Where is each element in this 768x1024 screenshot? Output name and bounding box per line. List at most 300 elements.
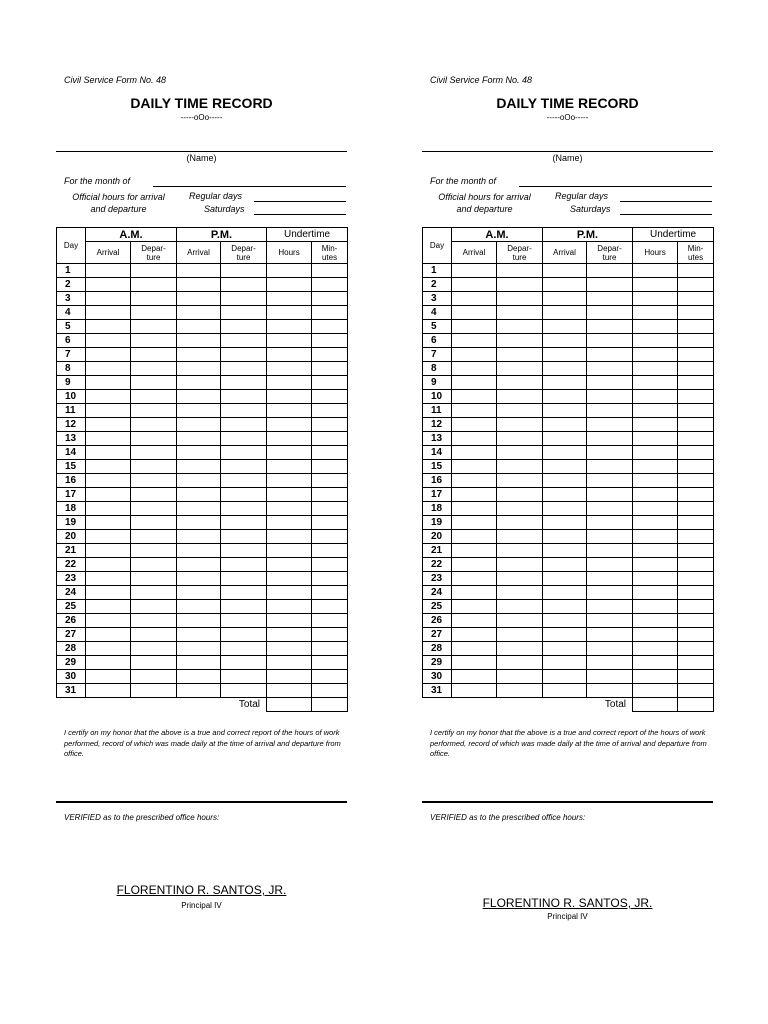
month-line[interactable]: [519, 186, 712, 187]
regular-days-line[interactable]: [620, 201, 712, 202]
am-arrival-cell[interactable]: [86, 362, 131, 376]
am-arrival-cell[interactable]: [452, 446, 497, 460]
pm-arrival-cell[interactable]: [543, 544, 587, 558]
pm-arrival-cell[interactable]: [543, 292, 587, 306]
undertime-minutes-cell[interactable]: [678, 432, 714, 446]
undertime-minutes-cell[interactable]: [312, 264, 348, 278]
pm-arrival-cell[interactable]: [177, 572, 221, 586]
am-departure-cell[interactable]: [497, 334, 543, 348]
pm-departure-cell[interactable]: [587, 558, 633, 572]
pm-departure-cell[interactable]: [221, 628, 267, 642]
undertime-hours-cell[interactable]: [633, 446, 678, 460]
pm-arrival-cell[interactable]: [177, 418, 221, 432]
am-arrival-cell[interactable]: [86, 516, 131, 530]
pm-arrival-cell[interactable]: [543, 586, 587, 600]
am-arrival-cell[interactable]: [86, 278, 131, 292]
pm-departure-cell[interactable]: [587, 306, 633, 320]
undertime-hours-cell[interactable]: [633, 572, 678, 586]
pm-departure-cell[interactable]: [587, 600, 633, 614]
pm-departure-cell[interactable]: [221, 334, 267, 348]
undertime-hours-cell[interactable]: [267, 306, 312, 320]
undertime-minutes-cell[interactable]: [312, 320, 348, 334]
am-arrival-cell[interactable]: [86, 264, 131, 278]
undertime-hours-cell[interactable]: [267, 544, 312, 558]
am-arrival-cell[interactable]: [86, 320, 131, 334]
am-arrival-cell[interactable]: [452, 530, 497, 544]
am-arrival-cell[interactable]: [86, 488, 131, 502]
am-departure-cell[interactable]: [131, 278, 177, 292]
undertime-hours-cell[interactable]: [633, 362, 678, 376]
am-arrival-cell[interactable]: [452, 292, 497, 306]
am-departure-cell[interactable]: [131, 390, 177, 404]
pm-arrival-cell[interactable]: [543, 446, 587, 460]
am-arrival-cell[interactable]: [452, 642, 497, 656]
pm-arrival-cell[interactable]: [543, 628, 587, 642]
pm-departure-cell[interactable]: [221, 278, 267, 292]
pm-arrival-cell[interactable]: [177, 320, 221, 334]
pm-arrival-cell[interactable]: [177, 586, 221, 600]
pm-departure-cell[interactable]: [221, 600, 267, 614]
pm-departure-cell[interactable]: [587, 614, 633, 628]
am-arrival-cell[interactable]: [452, 362, 497, 376]
undertime-minutes-cell[interactable]: [312, 376, 348, 390]
undertime-hours-cell[interactable]: [267, 320, 312, 334]
undertime-hours-cell[interactable]: [633, 334, 678, 348]
undertime-minutes-cell[interactable]: [312, 614, 348, 628]
undertime-minutes-cell[interactable]: [678, 264, 714, 278]
pm-departure-cell[interactable]: [221, 390, 267, 404]
undertime-hours-cell[interactable]: [633, 278, 678, 292]
am-departure-cell[interactable]: [497, 572, 543, 586]
undertime-minutes-cell[interactable]: [312, 628, 348, 642]
undertime-hours-cell[interactable]: [633, 432, 678, 446]
pm-arrival-cell[interactable]: [543, 516, 587, 530]
total-minutes-cell[interactable]: [678, 698, 714, 712]
pm-departure-cell[interactable]: [587, 432, 633, 446]
pm-departure-cell[interactable]: [587, 348, 633, 362]
pm-departure-cell[interactable]: [587, 656, 633, 670]
undertime-minutes-cell[interactable]: [678, 460, 714, 474]
undertime-minutes-cell[interactable]: [312, 306, 348, 320]
undertime-minutes-cell[interactable]: [678, 446, 714, 460]
undertime-hours-cell[interactable]: [267, 390, 312, 404]
undertime-hours-cell[interactable]: [267, 642, 312, 656]
am-arrival-cell[interactable]: [452, 572, 497, 586]
am-arrival-cell[interactable]: [86, 558, 131, 572]
pm-departure-cell[interactable]: [221, 530, 267, 544]
regular-days-line[interactable]: [254, 201, 346, 202]
pm-arrival-cell[interactable]: [543, 376, 587, 390]
pm-departure-cell[interactable]: [221, 488, 267, 502]
undertime-minutes-cell[interactable]: [678, 348, 714, 362]
am-departure-cell[interactable]: [131, 348, 177, 362]
am-arrival-cell[interactable]: [86, 306, 131, 320]
pm-departure-cell[interactable]: [221, 558, 267, 572]
pm-departure-cell[interactable]: [587, 544, 633, 558]
am-departure-cell[interactable]: [497, 446, 543, 460]
undertime-minutes-cell[interactable]: [678, 474, 714, 488]
am-arrival-cell[interactable]: [452, 348, 497, 362]
pm-arrival-cell[interactable]: [177, 306, 221, 320]
pm-arrival-cell[interactable]: [177, 334, 221, 348]
pm-arrival-cell[interactable]: [543, 404, 587, 418]
undertime-hours-cell[interactable]: [267, 516, 312, 530]
am-arrival-cell[interactable]: [452, 334, 497, 348]
am-departure-cell[interactable]: [497, 684, 543, 698]
am-arrival-cell[interactable]: [452, 460, 497, 474]
pm-arrival-cell[interactable]: [177, 544, 221, 558]
pm-departure-cell[interactable]: [587, 292, 633, 306]
pm-arrival-cell[interactable]: [177, 376, 221, 390]
undertime-hours-cell[interactable]: [633, 292, 678, 306]
undertime-minutes-cell[interactable]: [678, 656, 714, 670]
undertime-minutes-cell[interactable]: [312, 516, 348, 530]
am-arrival-cell[interactable]: [452, 670, 497, 684]
am-arrival-cell[interactable]: [452, 418, 497, 432]
am-arrival-cell[interactable]: [86, 390, 131, 404]
pm-arrival-cell[interactable]: [177, 642, 221, 656]
pm-arrival-cell[interactable]: [177, 558, 221, 572]
undertime-hours-cell[interactable]: [633, 418, 678, 432]
pm-departure-cell[interactable]: [221, 418, 267, 432]
undertime-hours-cell[interactable]: [267, 586, 312, 600]
undertime-minutes-cell[interactable]: [312, 502, 348, 516]
am-departure-cell[interactable]: [131, 376, 177, 390]
am-departure-cell[interactable]: [497, 306, 543, 320]
am-arrival-cell[interactable]: [86, 376, 131, 390]
am-departure-cell[interactable]: [497, 628, 543, 642]
am-departure-cell[interactable]: [131, 446, 177, 460]
am-departure-cell[interactable]: [131, 474, 177, 488]
pm-departure-cell[interactable]: [221, 404, 267, 418]
undertime-hours-cell[interactable]: [267, 558, 312, 572]
pm-arrival-cell[interactable]: [177, 278, 221, 292]
undertime-minutes-cell[interactable]: [678, 502, 714, 516]
undertime-minutes-cell[interactable]: [678, 376, 714, 390]
undertime-hours-cell[interactable]: [267, 572, 312, 586]
pm-departure-cell[interactable]: [221, 376, 267, 390]
pm-arrival-cell[interactable]: [543, 600, 587, 614]
pm-arrival-cell[interactable]: [543, 418, 587, 432]
pm-departure-cell[interactable]: [587, 390, 633, 404]
am-arrival-cell[interactable]: [86, 544, 131, 558]
pm-arrival-cell[interactable]: [177, 404, 221, 418]
undertime-minutes-cell[interactable]: [678, 642, 714, 656]
undertime-minutes-cell[interactable]: [312, 488, 348, 502]
am-arrival-cell[interactable]: [86, 586, 131, 600]
undertime-hours-cell[interactable]: [633, 390, 678, 404]
undertime-hours-cell[interactable]: [633, 684, 678, 698]
pm-arrival-cell[interactable]: [543, 348, 587, 362]
undertime-minutes-cell[interactable]: [312, 460, 348, 474]
pm-arrival-cell[interactable]: [543, 572, 587, 586]
undertime-hours-cell[interactable]: [267, 278, 312, 292]
am-arrival-cell[interactable]: [86, 670, 131, 684]
undertime-hours-cell[interactable]: [633, 348, 678, 362]
am-arrival-cell[interactable]: [452, 628, 497, 642]
undertime-minutes-cell[interactable]: [312, 362, 348, 376]
undertime-minutes-cell[interactable]: [678, 600, 714, 614]
pm-departure-cell[interactable]: [587, 418, 633, 432]
pm-arrival-cell[interactable]: [177, 488, 221, 502]
am-arrival-cell[interactable]: [86, 334, 131, 348]
am-departure-cell[interactable]: [131, 516, 177, 530]
undertime-hours-cell[interactable]: [267, 348, 312, 362]
pm-arrival-cell[interactable]: [543, 432, 587, 446]
pm-arrival-cell[interactable]: [543, 334, 587, 348]
pm-departure-cell[interactable]: [587, 404, 633, 418]
undertime-minutes-cell[interactable]: [678, 362, 714, 376]
am-departure-cell[interactable]: [131, 292, 177, 306]
am-arrival-cell[interactable]: [86, 642, 131, 656]
am-departure-cell[interactable]: [131, 488, 177, 502]
pm-arrival-cell[interactable]: [177, 264, 221, 278]
pm-arrival-cell[interactable]: [177, 390, 221, 404]
am-arrival-cell[interactable]: [86, 600, 131, 614]
am-departure-cell[interactable]: [497, 348, 543, 362]
undertime-hours-cell[interactable]: [267, 432, 312, 446]
undertime-hours-cell[interactable]: [267, 334, 312, 348]
am-departure-cell[interactable]: [497, 390, 543, 404]
pm-departure-cell[interactable]: [587, 320, 633, 334]
am-departure-cell[interactable]: [131, 404, 177, 418]
undertime-hours-cell[interactable]: [633, 460, 678, 474]
am-departure-cell[interactable]: [131, 628, 177, 642]
pm-departure-cell[interactable]: [221, 614, 267, 628]
am-departure-cell[interactable]: [497, 292, 543, 306]
total-hours-cell[interactable]: [633, 698, 678, 712]
pm-departure-cell[interactable]: [587, 684, 633, 698]
am-arrival-cell[interactable]: [86, 530, 131, 544]
saturdays-line[interactable]: [620, 214, 712, 215]
undertime-minutes-cell[interactable]: [678, 292, 714, 306]
pm-departure-cell[interactable]: [587, 474, 633, 488]
undertime-hours-cell[interactable]: [633, 586, 678, 600]
am-departure-cell[interactable]: [131, 600, 177, 614]
undertime-hours-cell[interactable]: [633, 600, 678, 614]
am-departure-cell[interactable]: [497, 530, 543, 544]
undertime-hours-cell[interactable]: [633, 320, 678, 334]
undertime-minutes-cell[interactable]: [312, 292, 348, 306]
undertime-hours-cell[interactable]: [633, 628, 678, 642]
am-departure-cell[interactable]: [131, 656, 177, 670]
undertime-hours-cell[interactable]: [633, 656, 678, 670]
pm-arrival-cell[interactable]: [543, 306, 587, 320]
pm-departure-cell[interactable]: [221, 670, 267, 684]
am-departure-cell[interactable]: [497, 362, 543, 376]
undertime-hours-cell[interactable]: [633, 670, 678, 684]
undertime-minutes-cell[interactable]: [312, 656, 348, 670]
undertime-minutes-cell[interactable]: [678, 306, 714, 320]
pm-arrival-cell[interactable]: [543, 278, 587, 292]
am-arrival-cell[interactable]: [452, 544, 497, 558]
pm-arrival-cell[interactable]: [177, 446, 221, 460]
pm-departure-cell[interactable]: [221, 306, 267, 320]
am-departure-cell[interactable]: [497, 516, 543, 530]
pm-arrival-cell[interactable]: [543, 474, 587, 488]
am-arrival-cell[interactable]: [452, 306, 497, 320]
pm-departure-cell[interactable]: [587, 670, 633, 684]
am-departure-cell[interactable]: [497, 320, 543, 334]
undertime-hours-cell[interactable]: [267, 404, 312, 418]
pm-arrival-cell[interactable]: [543, 684, 587, 698]
pm-departure-cell[interactable]: [221, 544, 267, 558]
undertime-minutes-cell[interactable]: [312, 558, 348, 572]
undertime-hours-cell[interactable]: [267, 488, 312, 502]
am-arrival-cell[interactable]: [86, 446, 131, 460]
am-departure-cell[interactable]: [131, 530, 177, 544]
undertime-minutes-cell[interactable]: [678, 670, 714, 684]
pm-arrival-cell[interactable]: [543, 320, 587, 334]
pm-departure-cell[interactable]: [221, 348, 267, 362]
undertime-minutes-cell[interactable]: [678, 614, 714, 628]
undertime-minutes-cell[interactable]: [312, 572, 348, 586]
undertime-hours-cell[interactable]: [267, 600, 312, 614]
am-departure-cell[interactable]: [131, 264, 177, 278]
undertime-hours-cell[interactable]: [633, 642, 678, 656]
pm-arrival-cell[interactable]: [177, 502, 221, 516]
undertime-hours-cell[interactable]: [267, 684, 312, 698]
am-arrival-cell[interactable]: [452, 320, 497, 334]
pm-departure-cell[interactable]: [221, 362, 267, 376]
undertime-hours-cell[interactable]: [267, 656, 312, 670]
pm-arrival-cell[interactable]: [177, 460, 221, 474]
name-line[interactable]: [422, 151, 713, 152]
am-departure-cell[interactable]: [131, 460, 177, 474]
am-departure-cell[interactable]: [131, 670, 177, 684]
undertime-minutes-cell[interactable]: [312, 334, 348, 348]
pm-arrival-cell[interactable]: [543, 264, 587, 278]
am-departure-cell[interactable]: [497, 656, 543, 670]
undertime-minutes-cell[interactable]: [678, 572, 714, 586]
am-departure-cell[interactable]: [497, 264, 543, 278]
pm-departure-cell[interactable]: [221, 684, 267, 698]
undertime-hours-cell[interactable]: [267, 362, 312, 376]
pm-arrival-cell[interactable]: [177, 628, 221, 642]
am-arrival-cell[interactable]: [86, 348, 131, 362]
pm-departure-cell[interactable]: [221, 642, 267, 656]
pm-arrival-cell[interactable]: [177, 348, 221, 362]
pm-arrival-cell[interactable]: [177, 614, 221, 628]
undertime-minutes-cell[interactable]: [312, 600, 348, 614]
undertime-minutes-cell[interactable]: [678, 320, 714, 334]
am-arrival-cell[interactable]: [86, 474, 131, 488]
undertime-hours-cell[interactable]: [633, 558, 678, 572]
am-departure-cell[interactable]: [497, 614, 543, 628]
total-hours-cell[interactable]: [267, 698, 312, 712]
pm-departure-cell[interactable]: [587, 530, 633, 544]
am-departure-cell[interactable]: [131, 558, 177, 572]
undertime-minutes-cell[interactable]: [678, 558, 714, 572]
pm-arrival-cell[interactable]: [543, 460, 587, 474]
undertime-hours-cell[interactable]: [633, 530, 678, 544]
saturdays-line[interactable]: [254, 214, 346, 215]
undertime-hours-cell[interactable]: [267, 474, 312, 488]
undertime-hours-cell[interactable]: [633, 544, 678, 558]
pm-arrival-cell[interactable]: [543, 488, 587, 502]
am-arrival-cell[interactable]: [452, 404, 497, 418]
am-departure-cell[interactable]: [497, 600, 543, 614]
am-departure-cell[interactable]: [497, 558, 543, 572]
undertime-minutes-cell[interactable]: [312, 670, 348, 684]
pm-departure-cell[interactable]: [587, 628, 633, 642]
am-arrival-cell[interactable]: [452, 488, 497, 502]
am-arrival-cell[interactable]: [86, 292, 131, 306]
undertime-minutes-cell[interactable]: [678, 586, 714, 600]
am-arrival-cell[interactable]: [452, 390, 497, 404]
pm-arrival-cell[interactable]: [177, 530, 221, 544]
undertime-hours-cell[interactable]: [633, 516, 678, 530]
am-departure-cell[interactable]: [131, 586, 177, 600]
pm-arrival-cell[interactable]: [177, 600, 221, 614]
pm-arrival-cell[interactable]: [543, 656, 587, 670]
am-arrival-cell[interactable]: [452, 600, 497, 614]
am-departure-cell[interactable]: [497, 642, 543, 656]
undertime-minutes-cell[interactable]: [312, 432, 348, 446]
undertime-hours-cell[interactable]: [633, 502, 678, 516]
am-departure-cell[interactable]: [497, 502, 543, 516]
undertime-hours-cell[interactable]: [633, 376, 678, 390]
month-line[interactable]: [153, 186, 346, 187]
total-minutes-cell[interactable]: [312, 698, 348, 712]
am-arrival-cell[interactable]: [452, 376, 497, 390]
undertime-minutes-cell[interactable]: [312, 530, 348, 544]
am-arrival-cell[interactable]: [452, 432, 497, 446]
undertime-minutes-cell[interactable]: [312, 544, 348, 558]
undertime-minutes-cell[interactable]: [678, 544, 714, 558]
am-departure-cell[interactable]: [497, 404, 543, 418]
undertime-minutes-cell[interactable]: [312, 474, 348, 488]
am-departure-cell[interactable]: [131, 320, 177, 334]
undertime-hours-cell[interactable]: [267, 614, 312, 628]
am-departure-cell[interactable]: [497, 278, 543, 292]
pm-arrival-cell[interactable]: [543, 390, 587, 404]
pm-arrival-cell[interactable]: [543, 558, 587, 572]
pm-departure-cell[interactable]: [587, 516, 633, 530]
pm-departure-cell[interactable]: [587, 572, 633, 586]
pm-arrival-cell[interactable]: [177, 656, 221, 670]
am-arrival-cell[interactable]: [452, 684, 497, 698]
pm-arrival-cell[interactable]: [177, 292, 221, 306]
undertime-minutes-cell[interactable]: [678, 390, 714, 404]
am-arrival-cell[interactable]: [452, 278, 497, 292]
undertime-minutes-cell[interactable]: [312, 642, 348, 656]
pm-arrival-cell[interactable]: [543, 362, 587, 376]
am-arrival-cell[interactable]: [452, 502, 497, 516]
undertime-hours-cell[interactable]: [267, 376, 312, 390]
am-departure-cell[interactable]: [497, 376, 543, 390]
undertime-minutes-cell[interactable]: [678, 628, 714, 642]
undertime-minutes-cell[interactable]: [678, 418, 714, 432]
am-departure-cell[interactable]: [131, 614, 177, 628]
pm-arrival-cell[interactable]: [543, 642, 587, 656]
am-departure-cell[interactable]: [131, 502, 177, 516]
am-arrival-cell[interactable]: [86, 404, 131, 418]
am-arrival-cell[interactable]: [86, 418, 131, 432]
am-departure-cell[interactable]: [131, 418, 177, 432]
undertime-hours-cell[interactable]: [267, 530, 312, 544]
undertime-minutes-cell[interactable]: [678, 488, 714, 502]
am-departure-cell[interactable]: [131, 684, 177, 698]
am-arrival-cell[interactable]: [452, 586, 497, 600]
pm-departure-cell[interactable]: [587, 586, 633, 600]
undertime-minutes-cell[interactable]: [312, 278, 348, 292]
undertime-minutes-cell[interactable]: [678, 516, 714, 530]
am-departure-cell[interactable]: [131, 306, 177, 320]
pm-departure-cell[interactable]: [587, 502, 633, 516]
am-departure-cell[interactable]: [497, 418, 543, 432]
am-arrival-cell[interactable]: [452, 656, 497, 670]
